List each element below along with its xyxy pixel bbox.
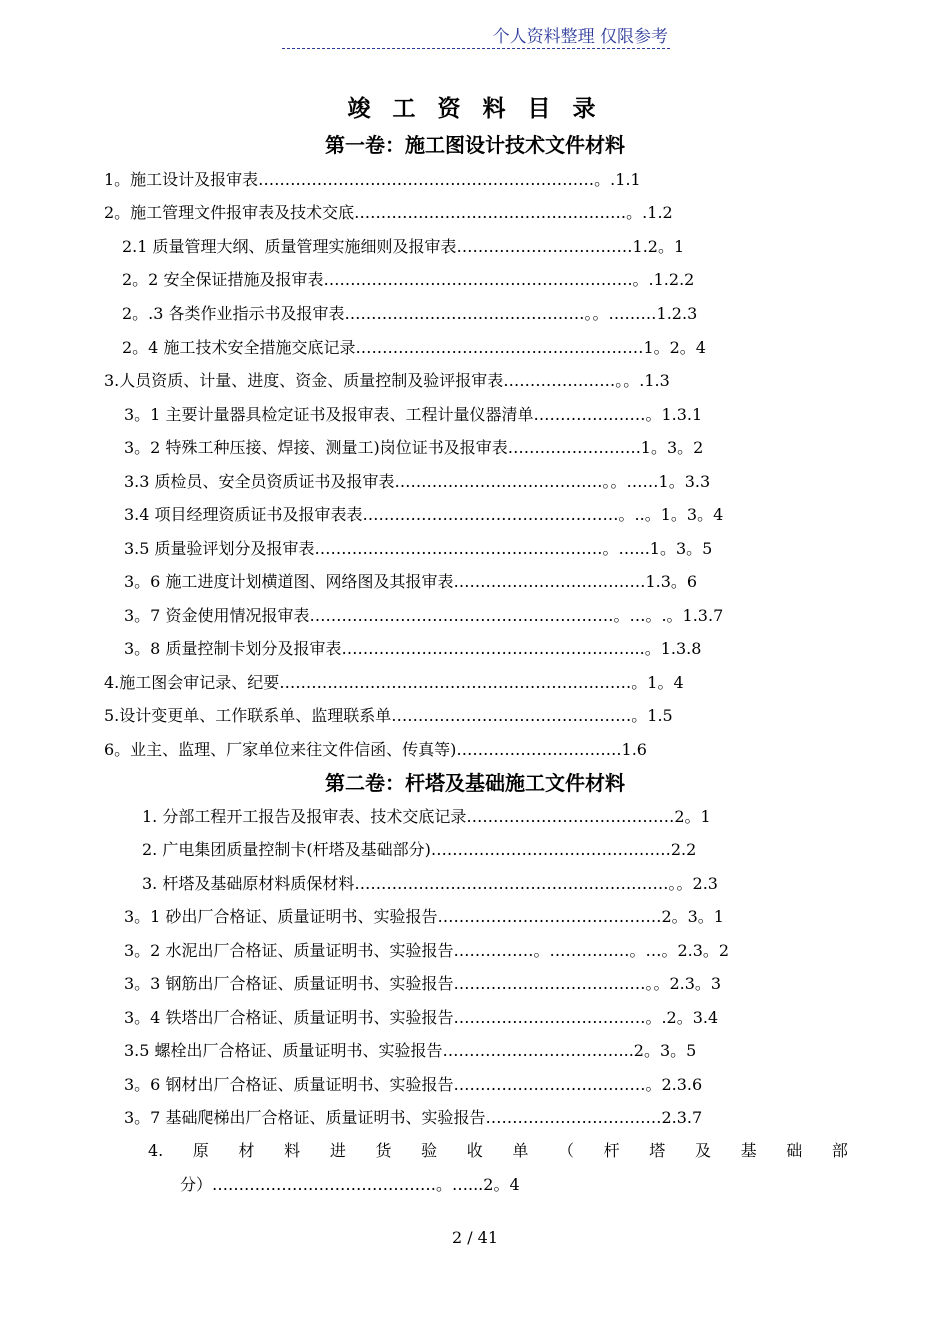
toc-char: 4. — [148, 1141, 164, 1160]
toc-entry: 3.5 质量验评划分及报审表………………………………………………。…...1。3。5 — [124, 539, 713, 558]
toc-entry: 3。4 铁塔出厂合格证、质量证明书、实验报告………………………………。.2。3.4 — [124, 1008, 719, 1027]
toc-entry: 1。施工设计及报审表………………………………………………………。.1.1 — [104, 170, 641, 189]
toc-entry: 3.人员资质、计量、进度、资金、质量控制及验评报审表…………………。。.1.3 — [104, 371, 670, 390]
toc-entry: 1. 分部工程开工报告及报审表、技术交底记录…………………………………2。1 — [142, 807, 711, 826]
toc-char: 收 — [466, 1141, 483, 1160]
toc-entry: 3。2 水泥出厂合格证、质量证明书、实验报告……………。……………。…。2.3。2 — [124, 941, 730, 960]
toc-entry: 3。2 特殊工种压接、焊接、测量工)岗位证书及报审表…………………….1。3。2 — [124, 438, 704, 457]
toc-char: （ — [558, 1141, 575, 1160]
toc-entry: 3. 杆塔及基础原材料质保材料……………………………………..……………。。2.3 — [142, 874, 718, 893]
toc-entry: 3。8 质量控制卡划分及报审表………………………………………………...。1.3.8 — [124, 639, 702, 658]
toc-entry: 3。7 资金使用情况报审表…………………………………………………。…。.。1.3.7 — [124, 606, 724, 625]
toc-entry: 2。2 安全保证措施及报审表………………………………………………….。.1.2.2 — [122, 270, 695, 289]
toc-entry: 3。6 钢材出厂合格证、质量证明书、实验报告………………………………。2.3.6 — [124, 1075, 703, 1094]
toc-char: 础 — [786, 1141, 803, 1160]
toc-char: 杆 — [603, 1141, 620, 1160]
toc-char: 基 — [740, 1141, 757, 1160]
toc-entry: 3。1 砂出厂合格证、质量证明书、实验报告……………………………………2。3。1 — [124, 907, 724, 926]
toc-entry: 3.3 质检员、安全员资质证书及报审表…………………………………。。……1。3.3 — [124, 472, 711, 491]
toc-char: 进 — [329, 1141, 346, 1160]
toc-entry: 4.施工图会审记录、纪要…………………………………………………………。1。4 — [104, 673, 684, 692]
toc-entry: 3.4 项目经理资质证书及报审表表…………………………………………。..。1。3。4 — [124, 505, 724, 524]
toc-char: 及 — [694, 1141, 711, 1160]
toc-char: 原 — [192, 1141, 209, 1160]
toc-entry: 2。4 施工技术安全措施交底记录………………………………………………1。2。4 — [122, 338, 706, 357]
toc-entry: 6。业主、监理、厂家单位来往文件信函、传真等)………………………….1.6 — [104, 740, 647, 759]
toc-char: 材 — [238, 1141, 255, 1160]
toc-entry: 3。3 钢筋出厂合格证、质量证明书、实验报告………………………………。。2.3。3 — [124, 974, 722, 993]
toc-char: 验 — [421, 1141, 438, 1160]
toc-char: 部 — [831, 1141, 848, 1160]
toc-entry: 2。.3 各类作业指示书及报审表………………………………………。。………1.2.3 — [122, 304, 698, 323]
toc-entry: 3。6 施工进度计划横道图、网络图及其报审表………………………………1.3。6 — [124, 572, 698, 591]
toc-char: 塔 — [649, 1141, 666, 1160]
toc-entry: 3.5 螺栓出厂合格证、质量证明书、实验报告……………………………...2。3。5 — [124, 1041, 697, 1060]
toc-entry-justified — [148, 1140, 848, 1162]
toc-char: 料 — [284, 1141, 301, 1160]
toc-char: 单 — [512, 1141, 529, 1160]
volume-2-title: 第二卷：杆塔及基础施工文件材料 — [325, 771, 625, 795]
volume-1-title: 第一卷：施工图设计技术文件材料 — [325, 133, 625, 157]
toc-entry: 3。1 主要计量器具检定证书及报审表、工程计量仪器清单…………………。1.3.1 — [124, 405, 703, 424]
toc-entry: 3。7 基础爬梯出厂合格证、质量证明书、实验报告……………………………2.3.7 — [124, 1108, 703, 1127]
header-text: 个人资料整理 仅限参考 — [492, 27, 668, 47]
toc-entry-continuation: 分）……………………………………。…...2。4 — [180, 1175, 520, 1194]
page-number: 2 / 41 — [451, 1228, 499, 1247]
toc-entry: 5.设计变更单、工作联系单、监理联系单………………………………………。1.5 — [104, 706, 673, 725]
toc-entry: 2。施工管理文件报审表及技术交底……………………………………………。.1.2 — [104, 203, 673, 222]
toc-entry: 2.1 质量管理大纲、质量管理实施细则及报审表……………………………1.2。1 — [122, 237, 685, 256]
page-header — [282, 22, 670, 49]
toc-char: 货 — [375, 1141, 392, 1160]
toc-entry: 2. 广电集团质量控制卡(杆塔及基础部分)………………………………………2.2 — [142, 840, 697, 859]
document-title: 竣 工 资 料 目 录 — [347, 96, 603, 122]
